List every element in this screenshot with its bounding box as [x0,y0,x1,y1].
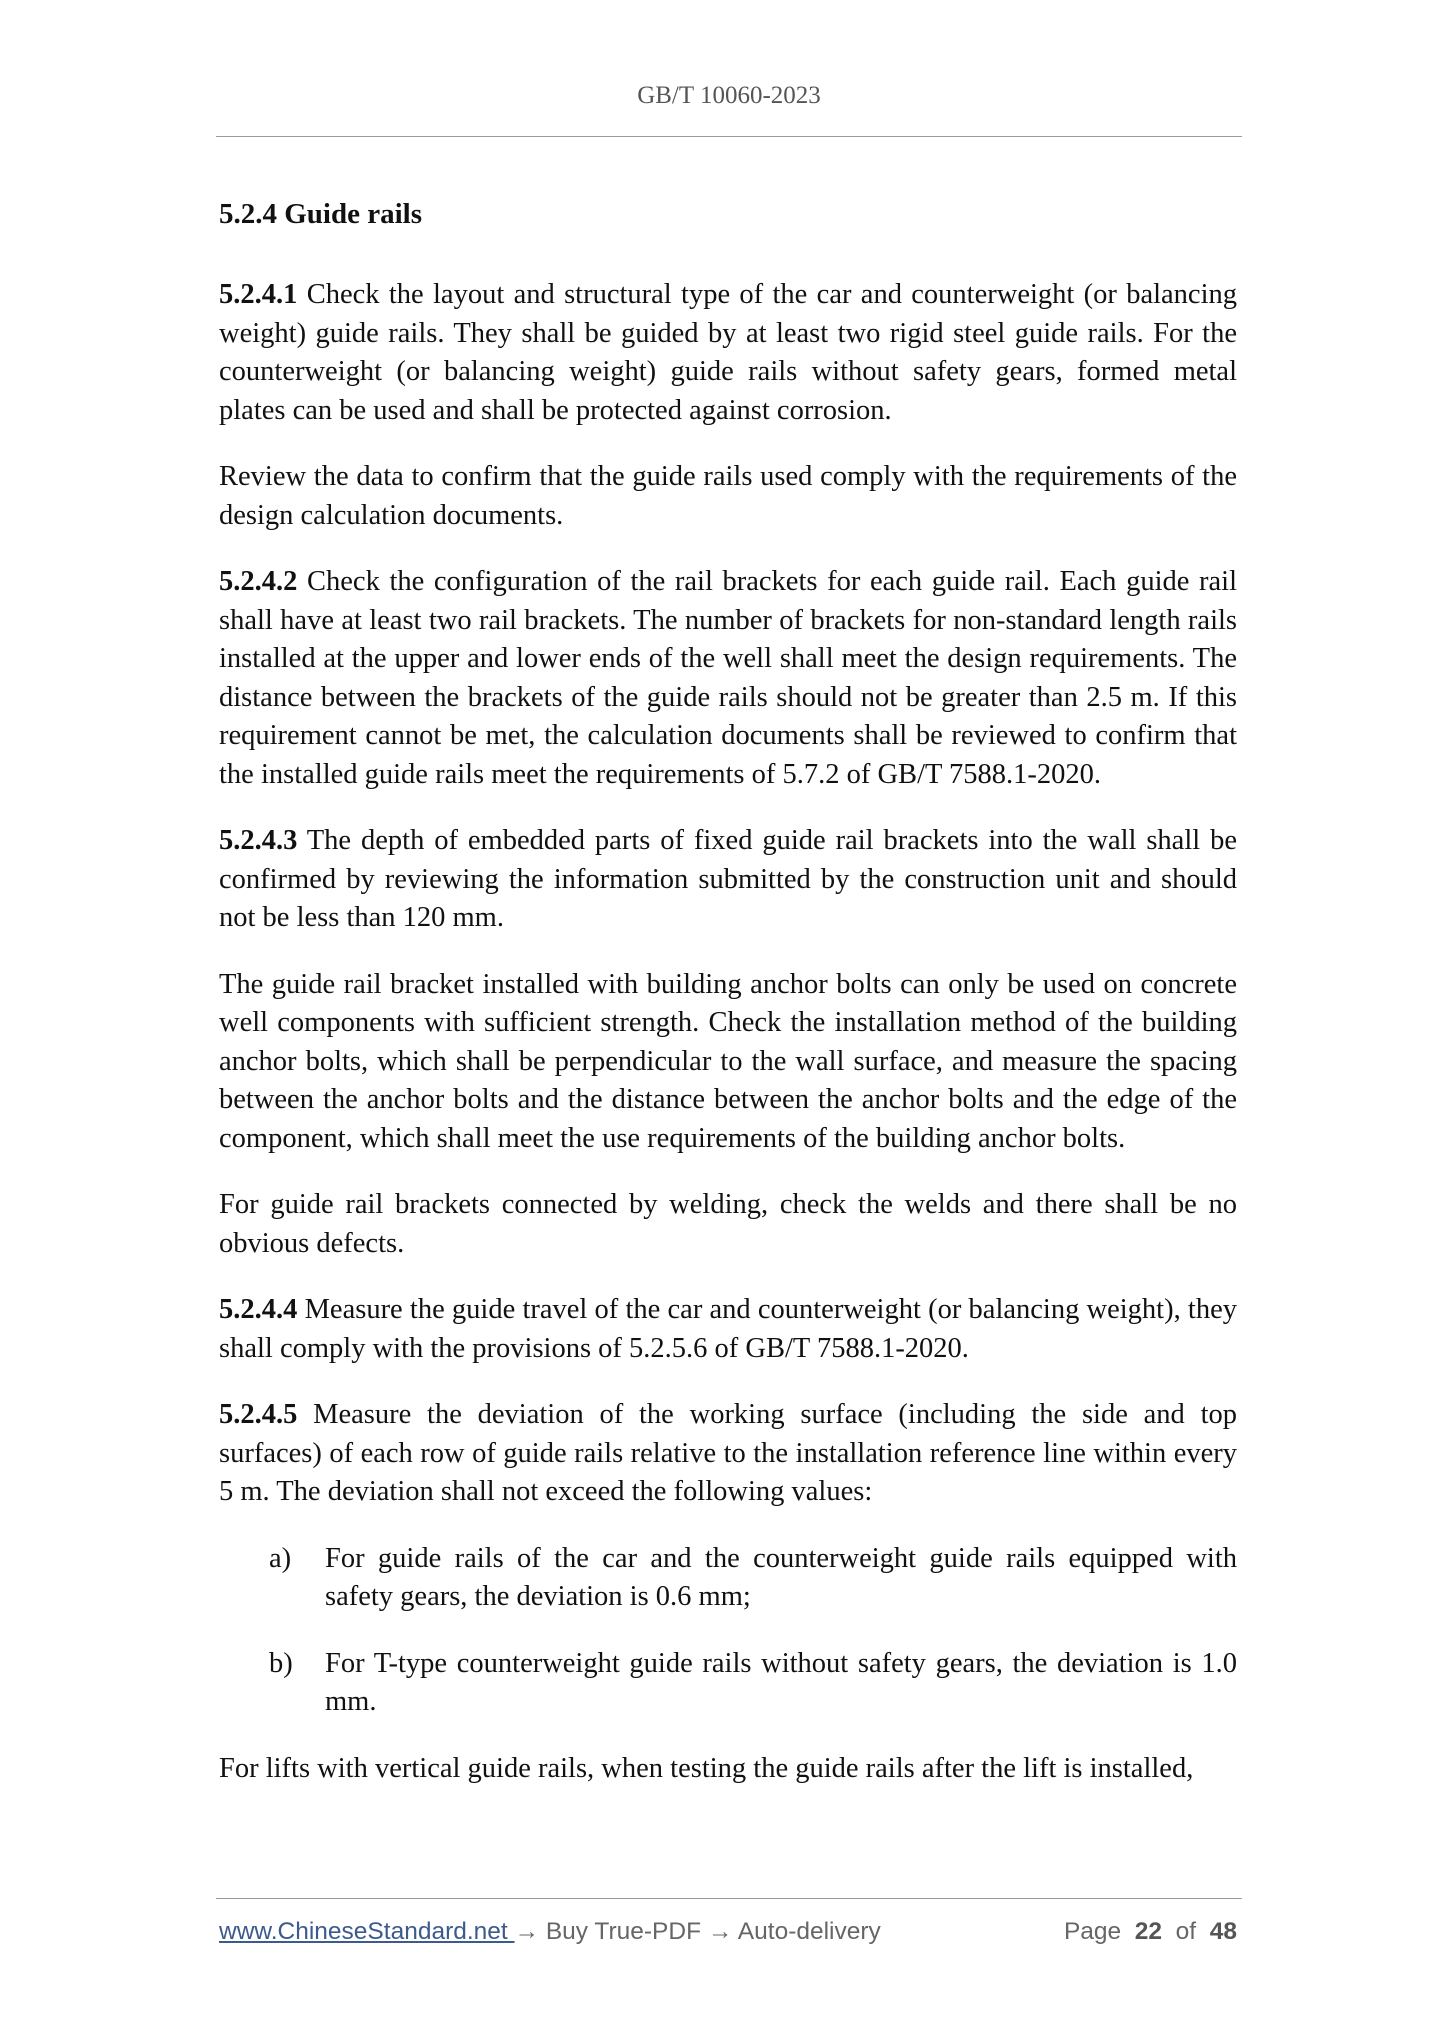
paragraph-anchor-bolts: The guide rail bracket installed with building anchor bolts can only be used on concrete well components with sufficient strength. Check the installation method of the building anchor bolts, which shall be perpendicular to the wall surface, and measure the spacing between the anchor bolts and the distance between the anchor bolts and the edge of the component, which shall meet the use requirements of the building anchor bolts. [219,968,1237,1154]
list-marker: a) [269,1542,292,1574]
paragraph-5-2-4-1 [219,276,1237,430]
document-body [219,194,1237,1816]
page-indicator [1064,1918,1237,1946]
paragraph-text: Check the layout and structural type of the car and counterweight (or balancing weight) guide rails. They shall be guided by at least two rigid steel guide rails. For the counterweight (or balancing weight) guide rails without safety gears, formed metal plates can be used and shall be protected against corrosion. [219,279,1237,426]
page-total: 48 [1209,1918,1237,1945]
footer-left [219,1918,881,1946]
paragraph-5-2-4-2 [219,563,1237,794]
document-footer [219,1918,1237,1954]
paragraph-welding: For guide rail brackets connected by welding, check the welds and there shall be no obvious defects. [219,1189,1237,1259]
footer-tagline: → Buy True-PDF → Auto-delivery [514,1918,881,1945]
paragraph-text: The depth of embedded parts of fixed guide rail brackets into the wall shall be confirmed by reviewing the information submitted by the construction unit and should not be less than 120 mm. [219,825,1237,933]
header-divider [216,136,1242,137]
paragraph-review-data: Review the data to confirm that the guide rails used comply with the requirements of the design calculation documents. [219,461,1237,531]
paragraph-text: Measure the guide travel of the car and counterweight (or balancing weight), they shall comply with the provisions of 5.2.5.6 of GB/T 7588.1-2020. [219,1294,1237,1364]
clause-number: 5.2.4.5 [219,1399,298,1430]
list-item [219,1540,1237,1617]
list-marker: b) [269,1647,293,1679]
clause-number: 5.2.4.4 [219,1294,298,1325]
paragraph-vertical-rails: For lifts with vertical guide rails, when testing the guide rails after the lift is installed, [219,1752,1194,1784]
clause-number: 5.2.4.2 [219,566,298,597]
document-header: GB/T 10060-2023 [637,82,821,109]
paragraph-text: Check the configuration of the rail brackets for each guide rail. Each guide rail shall have at least two rail brackets. The number of brackets for non-standard length rails installed at the upper and lower ends of the well shall meet the design requirements. The distance between the brackets of the guide rails should not be greater than 2.5 m. If this requirement cannot be met, the calculation documents shall be reviewed to confirm that the installed guide rails meet the requirements of 5.7.2 of GB/T 7588.1-2020. [219,566,1237,790]
section-heading: 5.2.4 Guide rails [219,198,423,230]
paragraph-5-2-4-5 [219,1396,1237,1512]
page-number: 22 [1134,1918,1163,1945]
website-link[interactable]: www.ChineseStandard.net [219,1918,515,1945]
paragraph-text: Measure the deviation of the working surface (including the side and top surfaces) of each row of guide rails relative to the installation reference line within every 5 m. The deviation shall not exceed the following values: [219,1399,1237,1507]
paragraph-5-2-4-4 [219,1291,1237,1368]
paragraph-5-2-4-3 [219,822,1237,938]
footer-divider [216,1898,1242,1899]
clause-number: 5.2.4.3 [219,825,298,856]
deviation-list [219,1540,1237,1722]
clause-number: 5.2.4.1 [219,279,298,310]
list-text: For T-type counterweight guide rails without safety gears, the deviation is 1.0 mm. [325,1647,1237,1717]
of-label: of [1175,1918,1197,1945]
page-label: Page [1063,1918,1122,1945]
list-text: For guide rails of the car and the counterweight guide rails equipped with safety gears, the deviation is 0.6 mm; [325,1542,1237,1612]
list-item [219,1645,1237,1722]
